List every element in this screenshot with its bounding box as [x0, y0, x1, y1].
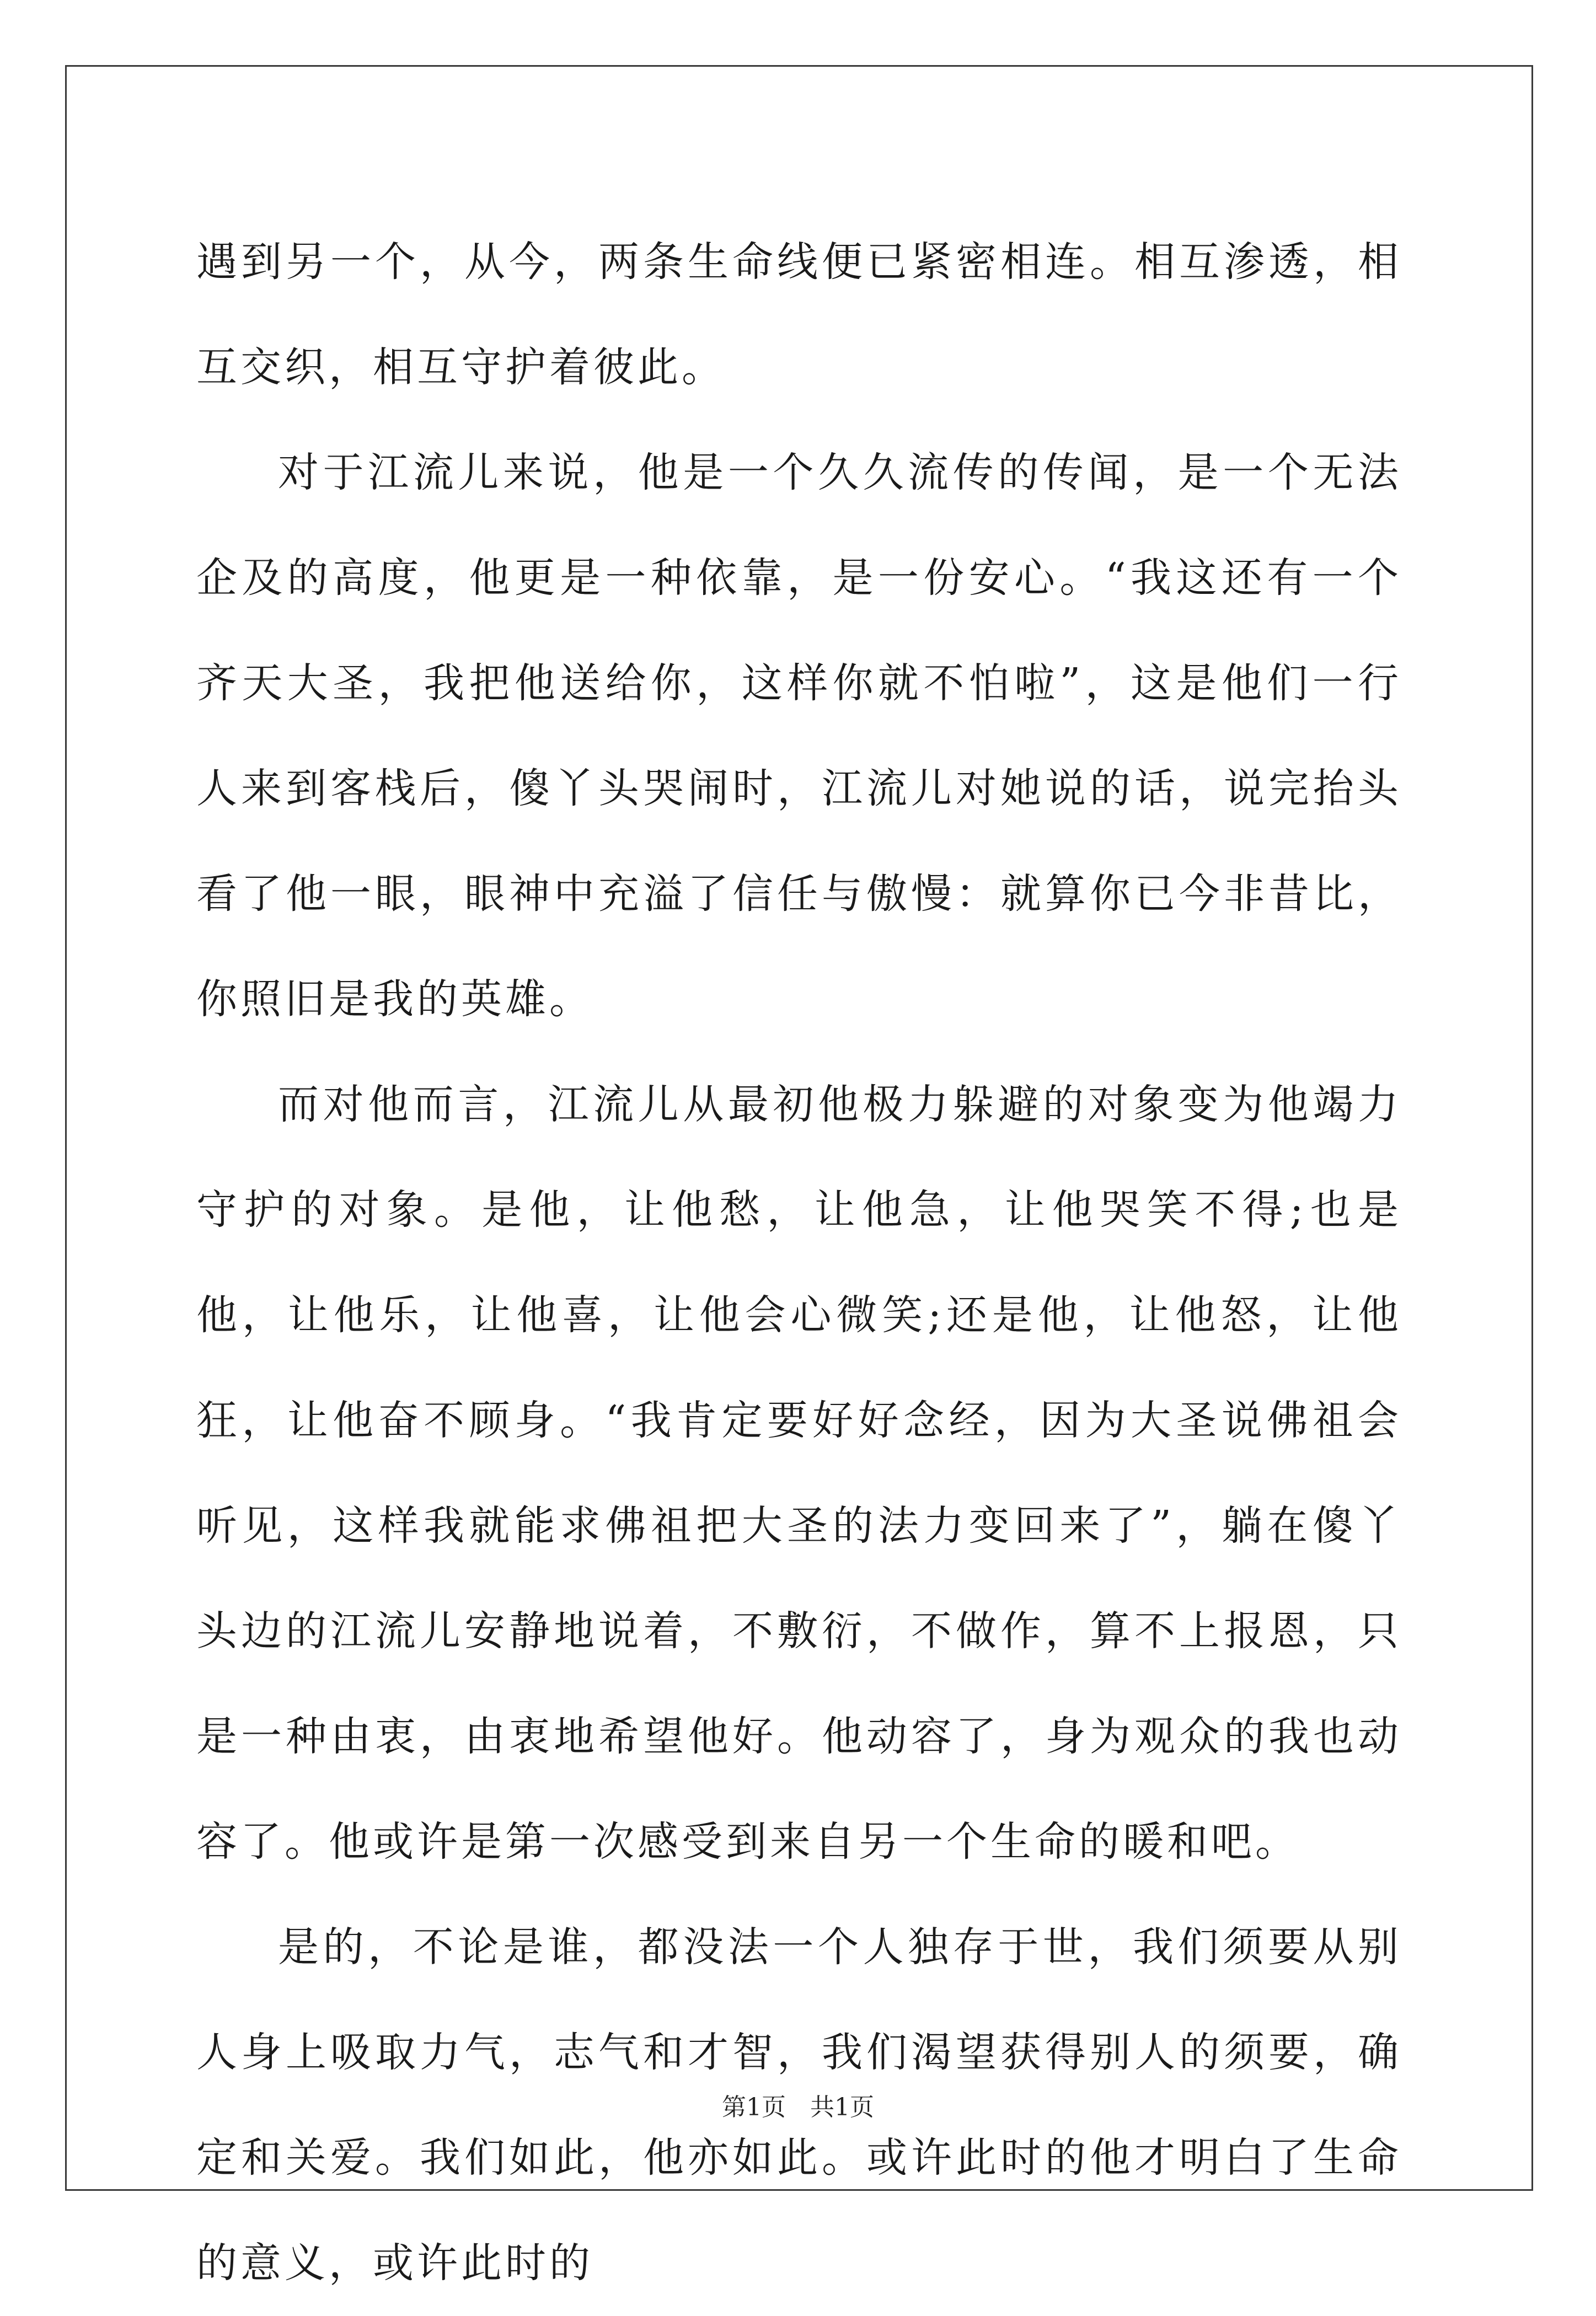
document-body: [196, 210, 1402, 2316]
paragraph: 对于江流儿来说，他是一个久久流传的传闻，是一个无法企及的高度，他更是一种依靠，是一份安心。“我这还有一个齐天大圣，我把他送给你，这样你就不怕啦”，这是他们一行人来到客栈后，傻丫头哭闹时，江流儿对她说的话，说完抬头看了他一眼，眼神中充溢了信任与傲慢：就算你已今非昔比，你照旧是我的英雄。: [196, 449, 1402, 1023]
page-footer: [0, 2091, 1596, 2124]
page-number-current: 第1页: [722, 2093, 786, 2121]
paragraph: 是的，不论是谁，都没法一个人独存于世，我们须要从别人身上吸取力气，志气和才智，我们渴望获得别人的须要，确定和关爱。我们如此，他亦如此。或许此时的他才明白了生命的意义，或许此时的: [196, 1923, 1402, 2287]
paragraph: 而对他而言，江流儿从最初他极力躲避的对象变为他竭力守护的对象。是他，让他愁，让他急，让他哭笑不得;也是他，让他乐，让他喜，让他会心微笑;还是他，让他怒，让他狂，让他奋不顾身。“我肯定要好好念经，因为大圣说佛祖会听见，这样我就能求佛祖把大圣的法力变回来了”，躺在傻丫头边的江流儿安静地说着，不敷衍，不做作，算不上报恩，只是一种由衷，由衷地希望他好。他动容了，身为观众的我也动容了。他或许是第一次感受到来自另一个生命的暖和吧。: [196, 1081, 1402, 1865]
paragraph-continuation: 遇到另一个，从今，两条生命线便已紧密相连。相互渗透，相互交织，相互守护着彼此。: [196, 238, 1402, 391]
page-number-total: 共1页: [810, 2093, 874, 2121]
